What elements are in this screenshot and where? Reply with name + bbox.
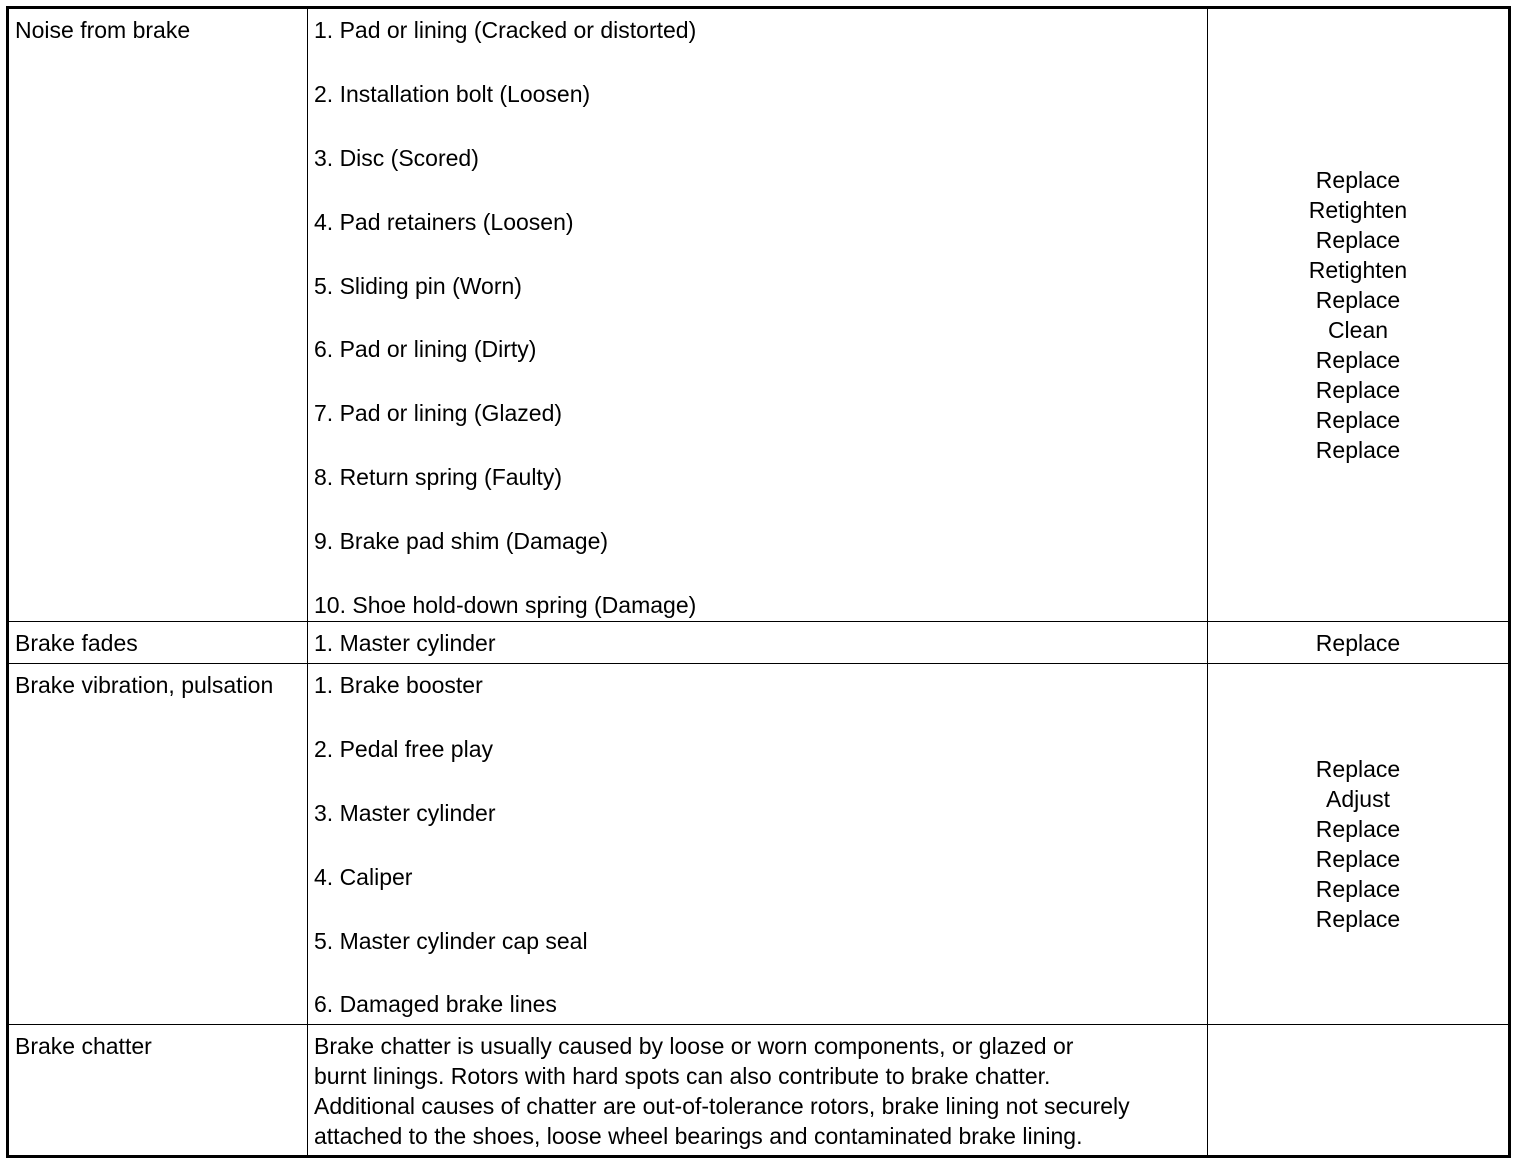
cause-item: 5. Sliding pin (Worn) — [314, 272, 522, 299]
remedy-cell-empty — [1208, 1025, 1510, 1157]
note-line: burnt linings. Rotors with hard spots can also contribute to brake chatter. — [314, 1063, 1051, 1089]
remedy-cell — [1208, 664, 1510, 1025]
remedy-item: Replace — [1315, 906, 1401, 932]
cause-item: 5. Master cylinder cap seal — [314, 927, 588, 954]
remedy-item: Replace — [1315, 756, 1401, 782]
remedy-item: Replace — [1315, 437, 1401, 463]
symptom-label: Brake vibration, pulsation — [15, 672, 274, 698]
table-row-brake-chatter — [8, 1025, 1510, 1157]
cause-item: 1. Master cylinder — [314, 630, 496, 656]
cause-item: 3. Master cylinder — [314, 799, 496, 826]
symptom-label: Brake fades — [15, 630, 138, 656]
remedy-item: Replace — [1315, 876, 1401, 902]
cause-item: 6. Damaged brake lines — [314, 991, 557, 1018]
symptom-cell — [8, 8, 308, 622]
cause-item: 2. Installation bolt (Loosen) — [314, 80, 591, 107]
remedy-item: Replace — [1315, 407, 1401, 433]
remedy-item: Replace — [1315, 816, 1401, 842]
cause-item: 2. Pedal free play — [314, 735, 494, 762]
troubleshooting-table — [6, 6, 1511, 1158]
note-line: Brake chatter is usually caused by loose or worn components, or glazed or — [314, 1033, 1074, 1059]
remedy-cell — [1208, 622, 1510, 664]
cause-item: 4. Caliper — [314, 863, 413, 890]
cause-item: 6. Pad or lining (Dirty) — [314, 336, 537, 363]
remedy-item: Retighten — [1308, 257, 1408, 283]
cause-item: 8. Return spring (Faulty) — [314, 464, 562, 491]
cause-item: 10. Shoe hold-down spring (Damage) — [314, 592, 697, 619]
remedy-item: Retighten — [1308, 197, 1408, 223]
table-row-noise-from-brake — [8, 8, 1510, 622]
remedy-item: Replace — [1315, 377, 1401, 403]
remedy-item: Clean — [1327, 317, 1389, 343]
note-cell — [308, 1025, 1208, 1157]
remedy-item: Replace — [1315, 227, 1401, 253]
remedy-cell — [1208, 8, 1510, 622]
cause-item: 9. Brake pad shim (Damage) — [314, 528, 609, 555]
remedy-item: Replace — [1315, 287, 1401, 313]
table-row-brake-fades — [8, 622, 1510, 664]
cause-item: 4. Pad retainers (Loosen) — [314, 208, 574, 235]
note-line: attached to the shoes, loose wheel bearings and contaminated brake lining. — [314, 1123, 1083, 1149]
symptom-label: Brake chatter — [15, 1033, 152, 1059]
causes-cell — [308, 622, 1208, 664]
remedy-item: Adjust — [1326, 786, 1390, 812]
note-line: Additional causes of chatter are out-of-tolerance rotors, brake lining not securely — [314, 1093, 1130, 1119]
cause-item: 3. Disc (Scored) — [314, 144, 479, 171]
symptom-cell — [8, 664, 308, 1025]
remedy-item: Replace — [1315, 167, 1401, 193]
symptom-cell — [8, 1025, 308, 1157]
causes-cell — [308, 664, 1208, 1025]
remedy-item: Replace — [1315, 846, 1401, 872]
cause-item: 1. Pad or lining (Cracked or distorted) — [314, 17, 697, 43]
table-row-brake-vibration — [8, 664, 1510, 1025]
remedy-item: Replace — [1315, 347, 1401, 373]
symptom-cell — [8, 622, 308, 664]
cause-item: 1. Brake booster — [314, 672, 483, 698]
remedy-item: Replace — [1315, 629, 1401, 656]
cause-item: 7. Pad or lining (Glazed) — [314, 400, 563, 427]
symptom-label: Noise from brake — [15, 17, 191, 43]
causes-cell — [308, 8, 1208, 622]
